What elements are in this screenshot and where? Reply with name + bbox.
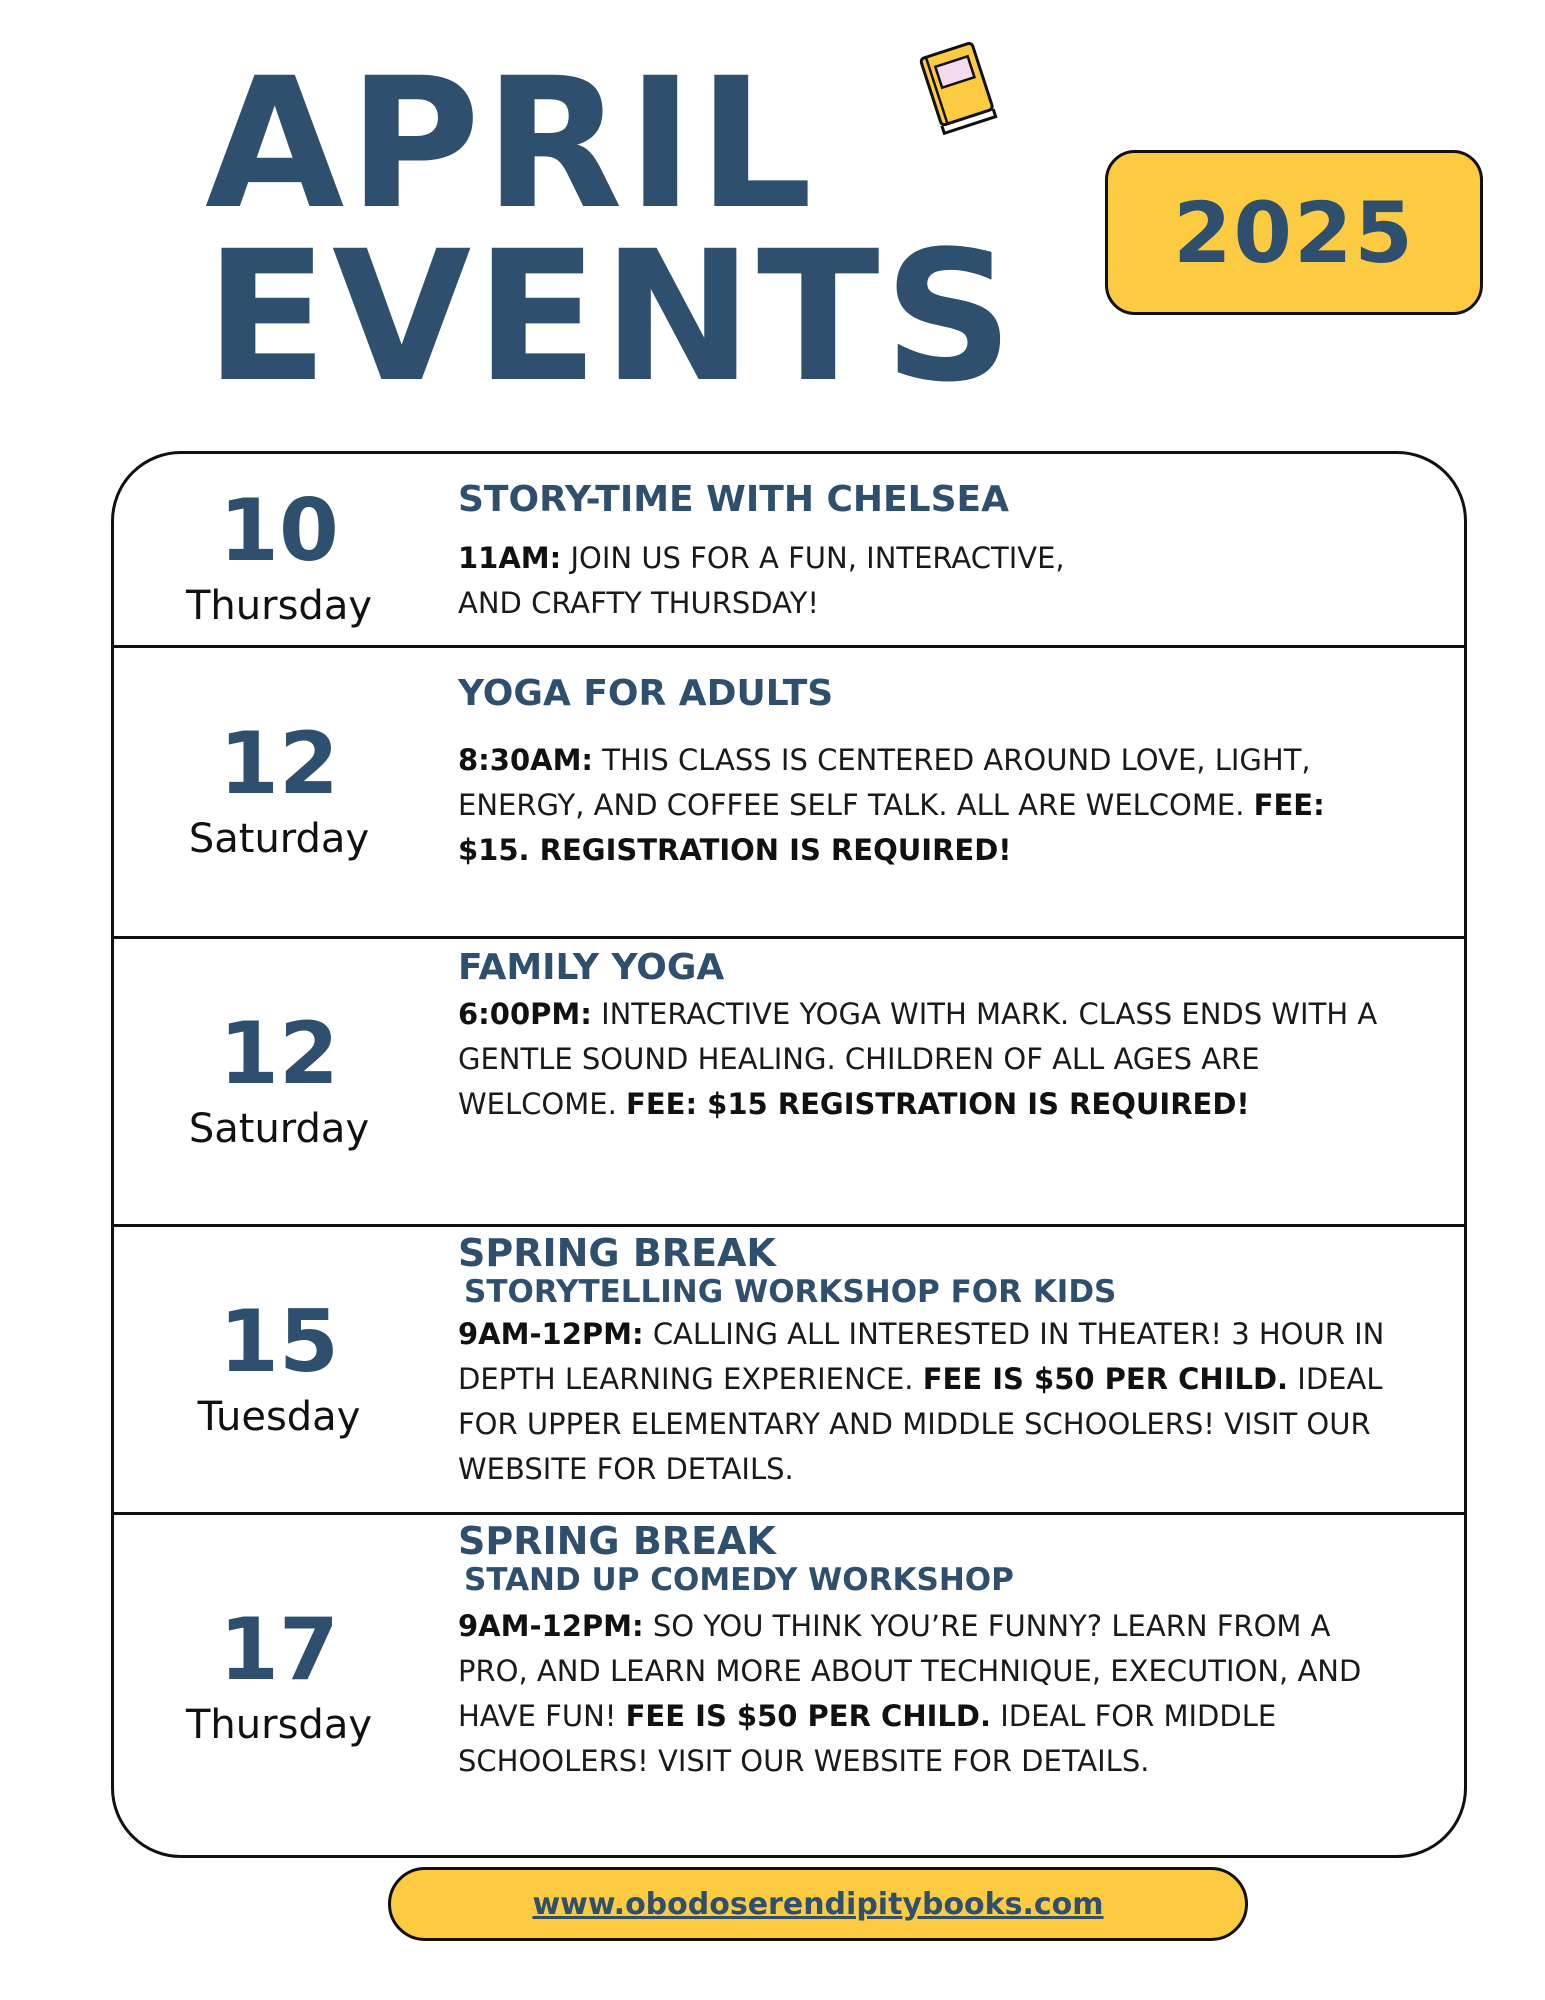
event-description xyxy=(458,992,1404,1127)
event-desc-text: INTERACTIVE YOGA WITH MARK. CLASS ENDS WITH A GENTLE SOUND HEALING. CHILDREN OF ALL AGES ARE WELCOME. xyxy=(458,997,1378,1122)
website-banner xyxy=(388,1867,1248,1941)
event-details xyxy=(458,673,1404,873)
event-date xyxy=(114,1515,444,1858)
event-desc-text: SO YOU THINK YOU’RE FUNNY? LEARN FROM A PRO, AND LEARN MORE ABOUT TECHNIQUE, EXECUTION, AND HAVE FUN! xyxy=(458,1609,1362,1734)
event-row xyxy=(114,454,1464,648)
event-description xyxy=(458,1604,1404,1784)
event-desc-text: JOIN US FOR A FUN, INTERACTIVE, xyxy=(570,541,1065,576)
event-weekday: Thursday xyxy=(186,1702,372,1748)
event-day-number: 17 xyxy=(219,1600,339,1700)
event-day-number: 12 xyxy=(219,714,339,814)
website-link[interactable]: www.obodoserendipitybooks.com xyxy=(532,1886,1104,1922)
event-title: STAND UP COMEDY WORKSHOP xyxy=(464,1561,1014,1598)
event-desc-text: IDEAL FOR MIDDLE SCHOOLERS! VISIT OUR WEBSITE FOR DETAILS. xyxy=(458,1699,1277,1779)
event-date xyxy=(114,648,444,936)
event-day-number: 15 xyxy=(219,1291,339,1392)
event-description xyxy=(458,536,1404,626)
event-row xyxy=(114,1515,1464,1858)
event-title: STORY-TIME WITH CHELSEA xyxy=(458,479,1009,520)
event-weekday: Saturday xyxy=(188,816,370,862)
event-title: STORYTELLING WORKSHOP FOR KIDS xyxy=(464,1273,1117,1310)
event-details xyxy=(458,947,1404,1127)
title-events: EVENTS xyxy=(205,213,1018,422)
event-details xyxy=(458,479,1404,626)
event-time: 11AM: xyxy=(458,541,562,576)
event-row xyxy=(114,1227,1464,1515)
event-time: 9AM-12PM: xyxy=(458,1609,644,1644)
event-date xyxy=(114,1227,444,1512)
event-fee: FEE IS $50 PER CHILD. xyxy=(625,1699,991,1734)
event-fee: FEE IS $50 PER CHILD. xyxy=(922,1362,1289,1397)
event-time: 6:00PM: xyxy=(458,997,592,1032)
event-time: 9AM-12PM: xyxy=(458,1317,644,1352)
title-april: APRIL xyxy=(205,40,817,249)
event-description xyxy=(458,738,1404,873)
event-kicker: SPRING BREAK xyxy=(458,1231,776,1275)
events-table xyxy=(111,451,1467,1858)
event-title: FAMILY YOGA xyxy=(458,947,725,988)
event-desc-text: THIS CLASS IS CENTERED AROUND LOVE, LIGHT, ENERGY, AND COFFEE SELF TALK. ALL ARE WELCOME. xyxy=(458,743,1311,823)
event-details xyxy=(458,1233,1404,1492)
event-row xyxy=(114,939,1464,1227)
book-icon xyxy=(912,35,1002,135)
event-weekday: Thursday xyxy=(186,582,372,629)
event-time: 8:30AM: xyxy=(458,743,594,778)
event-desc-text: CALLING ALL INTERESTED IN THEATER! 3 HOUR IN DEPTH LEARNING EXPERIENCE. xyxy=(458,1317,1385,1397)
event-fee: FEE: $15. REGISTRATION IS REQUIRED! xyxy=(458,788,1325,868)
event-day-number: 12 xyxy=(219,1003,339,1104)
event-desc-text: AND CRAFTY THURSDAY! xyxy=(458,586,820,621)
year-badge: 2025 xyxy=(1105,150,1483,315)
event-desc-text: IDEAL FOR UPPER ELEMENTARY AND MIDDLE SCHOOLERS! VISIT OUR WEBSITE FOR DETAILS. xyxy=(458,1362,1383,1487)
event-weekday: Tuesday xyxy=(197,1393,361,1440)
event-date xyxy=(114,939,444,1224)
event-kicker: SPRING BREAK xyxy=(458,1519,776,1563)
event-day-number: 10 xyxy=(219,480,339,581)
event-weekday: Saturday xyxy=(188,1105,370,1152)
event-description xyxy=(458,1312,1404,1492)
event-title: YOGA FOR ADULTS xyxy=(458,673,834,714)
event-details xyxy=(458,1521,1404,1784)
event-row xyxy=(114,648,1464,939)
event-date xyxy=(114,454,444,645)
event-fee: FEE: $15 REGISTRATION IS REQUIRED! xyxy=(626,1087,1250,1122)
